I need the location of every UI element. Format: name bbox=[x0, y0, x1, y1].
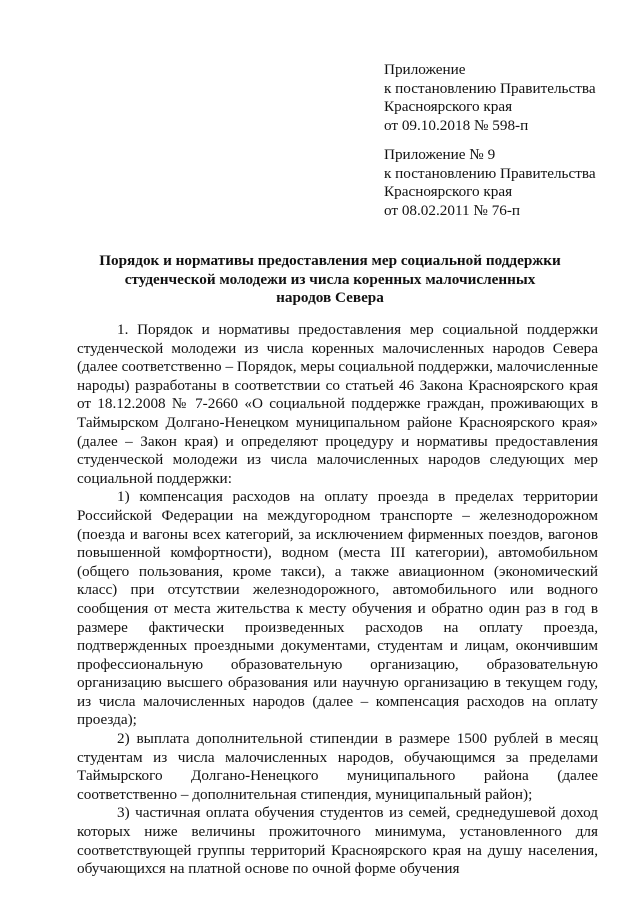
annex-line: к постановлению Правительства bbox=[384, 79, 596, 97]
document-title bbox=[60, 252, 600, 308]
paragraph-item-2: 2) выплата дополнительной стипендии в размере 1500 рублей в месяц студентам из числа малочисленных народов, обучающимся за пределами Таймырского Долгано-Ненецкого муниципального района (далее соответственно – дополнительная стипендия, муниципальный район); bbox=[77, 730, 598, 803]
paragraph-item-3: 3) частичная оплата обучения студентов из семей, среднедушевой доход которых ниже величины прожиточного минимума, установленного для соответствующей группы территорий Красноярского края на душу населения, обучающихся на платной основе по очной форме обучения bbox=[77, 804, 598, 878]
annex-line: Красноярского края bbox=[384, 183, 513, 201]
paragraph-item-1: 1) компенсация расходов на оплату проезда в пределах территории Российской Федерации на междугородном транспорте – железнодорожном (поезда и вагоны всех категорий, за исключением фирменных поездов, вагонов повышенной комфортности), водном (места III категории), автомобильном (общего пользования, кроме такси), а также авиационном (экономический класс) при отсутствии железнодорожного, автомобильного или водного сообщения от места жительства к месту обучения и обратно один раз в год в размере фактически произведенных расходов на оплату проезда, подтвержденных проездными документами, студентам и лицам, окончившим профессиональную образовательную организацию, образовательную организацию высшего образования или научную организацию в текущем году, из числа малочисленных народов (далее – компенсация расходов на оплату проезда); bbox=[77, 488, 598, 729]
annex-line: Приложение bbox=[384, 61, 466, 78]
document-body bbox=[77, 321, 598, 879]
title-line: народов Севера bbox=[276, 289, 384, 307]
annex-line: Приложение № 9 bbox=[384, 146, 496, 163]
annex-line: от 09.10.2018 № 598-п bbox=[384, 116, 529, 134]
annex-line: к постановлению Правительства bbox=[384, 164, 596, 182]
annex-block-current bbox=[384, 61, 634, 135]
paragraph-1: 1. Порядок и нормативы предоставления мер социальной поддержки студенческой молодежи из числа коренных малочисленных народов Севера (далее соответственно – Порядок, меры социальной поддержки, малочисленные народы) разработаны в соответствии со статьей 46 Закона Красноярского края от 18.12.2008 № 7-2660 «О социальной поддержке граждан, проживающих в Таймырском Долгано-Ненецком муниципальном районе Красноярского края» (далее – Закон края) и определяют процедуру и нормативы предоставления студенческой молодежи из числа малочисленных народов следующих мер социальной поддержки: bbox=[77, 321, 598, 487]
annex-line: Красноярского края bbox=[384, 98, 513, 116]
annex-line: от 08.02.2011 № 76-п bbox=[384, 201, 521, 219]
title-line: Порядок и нормативы предоставления мер социальной поддержки bbox=[99, 252, 561, 269]
annex-block-original bbox=[384, 146, 634, 220]
title-line: студенческой молодежи из числа коренных малочисленных bbox=[124, 270, 536, 288]
